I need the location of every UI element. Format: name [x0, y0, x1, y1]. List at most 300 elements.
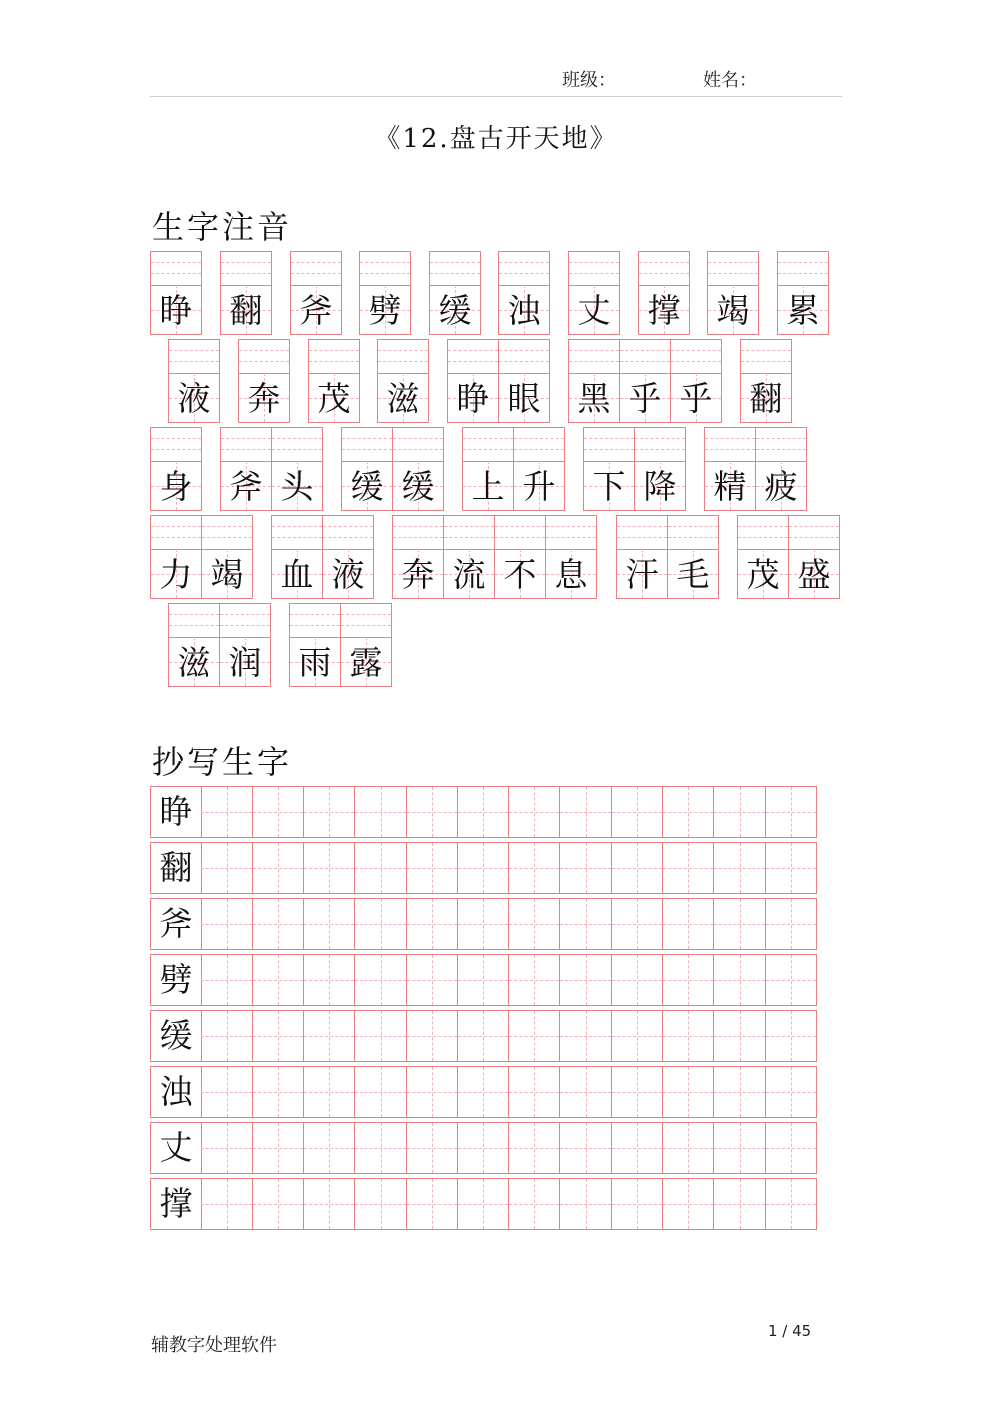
hanzi-char: 累: [786, 291, 820, 330]
model-char-cell: [150, 1178, 202, 1230]
class-label: 班级：: [562, 70, 616, 91]
hanzi-box: [514, 461, 564, 510]
practice-cell[interactable]: [407, 1010, 458, 1062]
practice-cell[interactable]: [201, 954, 253, 1006]
pinyin-word: [638, 251, 690, 335]
practice-cell[interactable]: [663, 786, 714, 838]
practice-cell[interactable]: [766, 898, 817, 950]
hanzi-box: [169, 373, 219, 422]
hanzi-box: [360, 285, 410, 334]
pinyin-writing-box[interactable]: [393, 516, 443, 550]
practice-cell[interactable]: [612, 786, 663, 838]
practice-cell[interactable]: [663, 842, 714, 894]
practice-cell[interactable]: [663, 1178, 714, 1230]
char-cell: [220, 427, 272, 511]
char-cell: [150, 515, 202, 599]
practice-cell[interactable]: [458, 1010, 509, 1062]
pinyin-writing-box[interactable]: [708, 252, 758, 286]
hanzi-box: [202, 549, 252, 598]
practice-cell[interactable]: [304, 898, 355, 950]
char-cell: [359, 251, 411, 335]
hanzi-char: 滋: [177, 643, 211, 682]
practice-cell[interactable]: [509, 786, 560, 838]
pinyin-writing-box[interactable]: [378, 340, 428, 374]
practice-cell[interactable]: [663, 1066, 714, 1118]
hanzi-box: [620, 373, 670, 422]
practice-cell[interactable]: [766, 1122, 817, 1174]
hanzi-char: 撑: [647, 291, 681, 330]
practice-cell[interactable]: [663, 898, 714, 950]
pinyin-writing-box[interactable]: [169, 604, 219, 638]
hanzi-box: [756, 461, 806, 510]
pinyin-writing-box[interactable]: [272, 428, 322, 462]
hanzi-box: [151, 549, 201, 598]
header-divider: [150, 96, 842, 97]
model-char-cell: [150, 786, 202, 838]
hanzi-char: 精: [713, 467, 747, 506]
hanzi-char: 翻: [749, 379, 783, 418]
copy-row: [150, 954, 817, 1006]
char-cell: [740, 339, 792, 423]
practice-cell[interactable]: [714, 786, 766, 838]
model-char: 丈: [159, 1128, 193, 1167]
hanzi-box: [272, 461, 322, 510]
model-char: 缓: [159, 1016, 193, 1055]
hanzi-box: [635, 461, 685, 510]
practice-cell[interactable]: [355, 1178, 407, 1230]
hanzi-char: 斧: [299, 291, 333, 330]
practice-cell[interactable]: [560, 1122, 612, 1174]
pinyin-word: [392, 515, 597, 599]
practice-cell[interactable]: [714, 1010, 766, 1062]
pinyin-writing-box[interactable]: [635, 428, 685, 462]
pinyin-writing-box[interactable]: [569, 252, 619, 286]
char-cell: [220, 251, 272, 335]
pinyin-writing-box[interactable]: [495, 516, 545, 550]
practice-cell[interactable]: [612, 1122, 663, 1174]
hanzi-box: [272, 549, 322, 598]
char-cell: [289, 603, 341, 687]
practice-cell[interactable]: [458, 786, 509, 838]
hanzi-box: [448, 373, 498, 422]
practice-cell[interactable]: [509, 1010, 560, 1062]
hanzi-char: 液: [331, 555, 365, 594]
pinyin-word: [498, 251, 550, 335]
hanzi-char: 奔: [247, 379, 281, 418]
hanzi-char: 茂: [746, 555, 780, 594]
pinyin-word: [583, 427, 686, 511]
practice-cell[interactable]: [663, 1010, 714, 1062]
char-cell: [756, 427, 807, 511]
pinyin-writing-box[interactable]: [546, 516, 596, 550]
practice-cell[interactable]: [560, 1178, 612, 1230]
hanzi-char: 雨: [298, 643, 332, 682]
pinyin-word: [168, 339, 220, 423]
pinyin-writing-box[interactable]: [620, 340, 670, 374]
pinyin-writing-box[interactable]: [342, 428, 392, 462]
hanzi-char: 斧: [229, 467, 263, 506]
pinyin-writing-box[interactable]: [448, 340, 498, 374]
practice-cell[interactable]: [304, 842, 355, 894]
char-cell: [704, 427, 756, 511]
pinyin-writing-box[interactable]: [291, 252, 341, 286]
practice-cell[interactable]: [253, 898, 304, 950]
hanzi-char: 乎: [679, 379, 713, 418]
pinyin-word: [290, 251, 342, 335]
hanzi-char: 缓: [350, 467, 384, 506]
practice-cell[interactable]: [612, 898, 663, 950]
hanzi-box: [738, 549, 788, 598]
char-cell: [514, 427, 565, 511]
char-cell: [498, 251, 550, 335]
hanzi-box: [546, 549, 596, 598]
practice-cell[interactable]: [509, 1066, 560, 1118]
practice-cell[interactable]: [407, 898, 458, 950]
practice-cell[interactable]: [355, 786, 407, 838]
hanzi-char: 身: [159, 467, 193, 506]
hanzi-box: [569, 373, 619, 422]
practice-cell[interactable]: [253, 1010, 304, 1062]
pinyin-word: [616, 515, 719, 599]
pinyin-word: [150, 515, 253, 599]
pinyin-writing-box[interactable]: [341, 604, 391, 638]
copy-row: [150, 1178, 817, 1230]
practice-cell[interactable]: [612, 954, 663, 1006]
hanzi-char: 头: [280, 467, 314, 506]
hanzi-box: [705, 461, 755, 510]
pinyin-word: [220, 427, 323, 511]
practice-cell[interactable]: [766, 1066, 817, 1118]
practice-cell[interactable]: [714, 954, 766, 1006]
char-cell: [707, 251, 759, 335]
pinyin-word: [704, 427, 807, 511]
pinyin-writing-box[interactable]: [151, 252, 201, 286]
pinyin-writing-box[interactable]: [499, 340, 549, 374]
char-cell: [271, 515, 323, 599]
pinyin-writing-box[interactable]: [169, 340, 219, 374]
practice-cell[interactable]: [407, 842, 458, 894]
pinyin-writing-box[interactable]: [323, 516, 373, 550]
hanzi-box: [569, 285, 619, 334]
practice-cell[interactable]: [253, 1178, 304, 1230]
pinyin-writing-box[interactable]: [309, 340, 359, 374]
practice-cell[interactable]: [355, 898, 407, 950]
char-cell: [323, 515, 374, 599]
practice-cell[interactable]: [560, 954, 612, 1006]
practice-cell[interactable]: [407, 954, 458, 1006]
char-cell: [789, 515, 840, 599]
hanzi-box: [708, 285, 758, 334]
copy-section-title: 抄写生字: [152, 743, 293, 781]
hanzi-char: 茂: [317, 379, 351, 418]
model-char: 劈: [159, 960, 193, 999]
model-char-cell: [150, 898, 202, 950]
practice-cell[interactable]: [458, 842, 509, 894]
char-cell: [150, 251, 202, 335]
practice-cell[interactable]: [304, 1178, 355, 1230]
pinyin-writing-box[interactable]: [741, 340, 791, 374]
char-cell: [290, 251, 342, 335]
practice-cell[interactable]: [509, 1122, 560, 1174]
hanzi-box: [378, 373, 428, 422]
practice-cell[interactable]: [201, 1178, 253, 1230]
pinyin-writing-box[interactable]: [151, 516, 201, 550]
practice-cell[interactable]: [201, 1010, 253, 1062]
practice-cell[interactable]: [355, 1122, 407, 1174]
pinyin-writing-box[interactable]: [221, 428, 271, 462]
pinyin-writing-box[interactable]: [668, 516, 718, 550]
model-char: 撑: [159, 1184, 193, 1223]
char-cell: [377, 339, 429, 423]
practice-cell[interactable]: [407, 786, 458, 838]
pinyin-writing-box[interactable]: [151, 428, 201, 462]
pinyin-writing-box[interactable]: [463, 428, 513, 462]
char-cell: [168, 339, 220, 423]
copy-row: [150, 898, 817, 950]
pinyin-writing-box[interactable]: [290, 604, 340, 638]
pinyin-word: [150, 251, 202, 335]
practice-cell[interactable]: [509, 898, 560, 950]
practice-cell[interactable]: [560, 898, 612, 950]
pinyin-writing-box[interactable]: [705, 428, 755, 462]
model-char-cell: [150, 954, 202, 1006]
char-cell: [583, 427, 635, 511]
hanzi-box: [393, 549, 443, 598]
hanzi-box: [169, 637, 219, 686]
char-cell: [272, 427, 323, 511]
hanzi-char: 血: [280, 555, 314, 594]
pinyin-writing-box[interactable]: [639, 252, 689, 286]
hanzi-char: 奔: [401, 555, 435, 594]
pinyin-word: [462, 427, 565, 511]
practice-cell[interactable]: [509, 954, 560, 1006]
pinyin-writing-box[interactable]: [514, 428, 564, 462]
hanzi-char: 浊: [507, 291, 541, 330]
practice-cell[interactable]: [560, 1010, 612, 1062]
practice-cell[interactable]: [612, 842, 663, 894]
char-cell: [429, 251, 481, 335]
model-char: 浊: [159, 1072, 193, 1111]
practice-cell[interactable]: [612, 1010, 663, 1062]
hanzi-char: 升: [522, 467, 556, 506]
practice-cell[interactable]: [663, 1122, 714, 1174]
page-title: 《12.盘古开天地》: [374, 124, 618, 154]
hanzi-box: [668, 549, 718, 598]
pinyin-writing-box[interactable]: [756, 428, 806, 462]
pinyin-writing-box[interactable]: [272, 516, 322, 550]
hanzi-box: [463, 461, 513, 510]
hanzi-box: [309, 373, 359, 422]
char-cell: [308, 339, 360, 423]
practice-cell[interactable]: [714, 842, 766, 894]
char-cell: [447, 339, 499, 423]
hanzi-char: 毛: [676, 555, 710, 594]
pinyin-word: [568, 339, 722, 423]
char-cell: [668, 515, 719, 599]
hanzi-char: 黑: [577, 379, 611, 418]
model-char-cell: [150, 1066, 202, 1118]
pinyin-writing-box[interactable]: [584, 428, 634, 462]
practice-cell[interactable]: [201, 842, 253, 894]
practice-cell[interactable]: [766, 1178, 817, 1230]
pinyin-writing-box[interactable]: [444, 516, 494, 550]
pinyin-writing-box[interactable]: [778, 252, 828, 286]
practice-cell[interactable]: [766, 842, 817, 894]
pinyin-writing-box[interactable]: [671, 340, 721, 374]
pinyin-writing-box[interactable]: [789, 516, 839, 550]
hanzi-char: 液: [177, 379, 211, 418]
practice-cell[interactable]: [714, 898, 766, 950]
practice-cell[interactable]: [766, 954, 817, 1006]
practice-cell[interactable]: [714, 1178, 766, 1230]
practice-cell[interactable]: [253, 786, 304, 838]
hanzi-box: [291, 285, 341, 334]
practice-cell[interactable]: [714, 1122, 766, 1174]
practice-cell[interactable]: [509, 842, 560, 894]
pinyin-writing-box[interactable]: [430, 252, 480, 286]
hanzi-box: [584, 461, 634, 510]
pinyin-writing-box[interactable]: [360, 252, 410, 286]
practice-cell[interactable]: [201, 786, 253, 838]
copy-row: [150, 1066, 817, 1118]
pinyin-word: [308, 339, 360, 423]
practice-cell[interactable]: [355, 1066, 407, 1118]
practice-cell[interactable]: [458, 1178, 509, 1230]
practice-cell[interactable]: [304, 1066, 355, 1118]
hanzi-char: 眼: [507, 379, 541, 418]
pinyin-writing-box[interactable]: [220, 604, 270, 638]
practice-cell[interactable]: [253, 1066, 304, 1118]
hanzi-char: 劈: [368, 291, 402, 330]
hanzi-box: [342, 461, 392, 510]
hanzi-char: 上: [471, 467, 505, 506]
model-char-cell: [150, 1010, 202, 1062]
practice-cell[interactable]: [304, 954, 355, 1006]
hanzi-box: [341, 637, 391, 686]
pinyin-writing-box[interactable]: [202, 516, 252, 550]
pinyin-word: [341, 427, 444, 511]
practice-cell[interactable]: [509, 1178, 560, 1230]
char-cell: [495, 515, 546, 599]
hanzi-char: 露: [349, 643, 383, 682]
practice-cell[interactable]: [714, 1066, 766, 1118]
practice-cell[interactable]: [201, 898, 253, 950]
char-cell: [737, 515, 789, 599]
pinyin-word: [568, 251, 620, 335]
char-cell: [341, 603, 392, 687]
char-cell: [635, 427, 686, 511]
pinyin-writing-box[interactable]: [569, 340, 619, 374]
pinyin-word: [359, 251, 411, 335]
pinyin-writing-box[interactable]: [617, 516, 667, 550]
hanzi-box: [639, 285, 689, 334]
name-label: 姓名：: [703, 70, 757, 91]
practice-cell[interactable]: [560, 1066, 612, 1118]
char-cell: [568, 339, 620, 423]
char-cell: [671, 339, 722, 423]
pinyin-writing-box[interactable]: [499, 252, 549, 286]
practice-cell[interactable]: [612, 1178, 663, 1230]
practice-cell[interactable]: [407, 1122, 458, 1174]
practice-cell[interactable]: [355, 1010, 407, 1062]
hanzi-box: [444, 549, 494, 598]
practice-cell[interactable]: [407, 1178, 458, 1230]
practice-cell[interactable]: [253, 954, 304, 1006]
hanzi-box: [290, 637, 340, 686]
char-cell: [168, 603, 220, 687]
pinyin-writing-box[interactable]: [221, 252, 271, 286]
page-number: 1 / 45: [768, 1322, 812, 1340]
practice-cell[interactable]: [560, 842, 612, 894]
hanzi-char: 睁: [456, 379, 490, 418]
hanzi-box: [789, 549, 839, 598]
hanzi-char: 不: [503, 555, 537, 594]
practice-cell[interactable]: [458, 898, 509, 950]
hanzi-box: [495, 549, 545, 598]
pinyin-word: [740, 339, 792, 423]
hanzi-char: 下: [592, 467, 626, 506]
practice-cell[interactable]: [407, 1066, 458, 1118]
char-cell: [393, 427, 444, 511]
practice-cell[interactable]: [560, 786, 612, 838]
pinyin-word: [220, 251, 272, 335]
copy-row: [150, 842, 817, 894]
hanzi-box: [151, 461, 201, 510]
practice-cell[interactable]: [458, 1066, 509, 1118]
practice-cell[interactable]: [663, 954, 714, 1006]
practice-cell[interactable]: [458, 1122, 509, 1174]
practice-cell[interactable]: [253, 1122, 304, 1174]
hanzi-box: [499, 285, 549, 334]
copy-row: [150, 1010, 817, 1062]
char-cell: [546, 515, 597, 599]
char-cell: [616, 515, 668, 599]
pinyin-writing-box[interactable]: [239, 340, 289, 374]
char-cell: [620, 339, 671, 423]
model-char-cell: [150, 1122, 202, 1174]
hanzi-box: [393, 461, 443, 510]
hanzi-box: [220, 637, 270, 686]
hanzi-char: 乎: [628, 379, 662, 418]
practice-cell[interactable]: [355, 954, 407, 1006]
practice-cell[interactable]: [201, 1122, 253, 1174]
copy-row: [150, 786, 817, 838]
practice-cell[interactable]: [304, 786, 355, 838]
char-cell: [568, 251, 620, 335]
hanzi-char: 流: [452, 555, 486, 594]
hanzi-char: 润: [228, 643, 262, 682]
practice-cell[interactable]: [458, 954, 509, 1006]
practice-cell[interactable]: [766, 786, 817, 838]
practice-cell[interactable]: [766, 1010, 817, 1062]
practice-cell[interactable]: [612, 1066, 663, 1118]
pinyin-writing-box[interactable]: [738, 516, 788, 550]
practice-cell[interactable]: [201, 1066, 253, 1118]
practice-cell[interactable]: [355, 842, 407, 894]
char-cell: [392, 515, 444, 599]
practice-cell[interactable]: [304, 1010, 355, 1062]
hanzi-box: [221, 461, 271, 510]
char-cell: [220, 603, 271, 687]
pinyin-word: [447, 339, 550, 423]
hanzi-char: 竭: [210, 555, 244, 594]
copy-row: [150, 1122, 817, 1174]
practice-cell[interactable]: [304, 1122, 355, 1174]
char-cell: [444, 515, 495, 599]
practice-cell[interactable]: [253, 842, 304, 894]
pinyin-writing-box[interactable]: [393, 428, 443, 462]
hanzi-char: 缓: [438, 291, 472, 330]
